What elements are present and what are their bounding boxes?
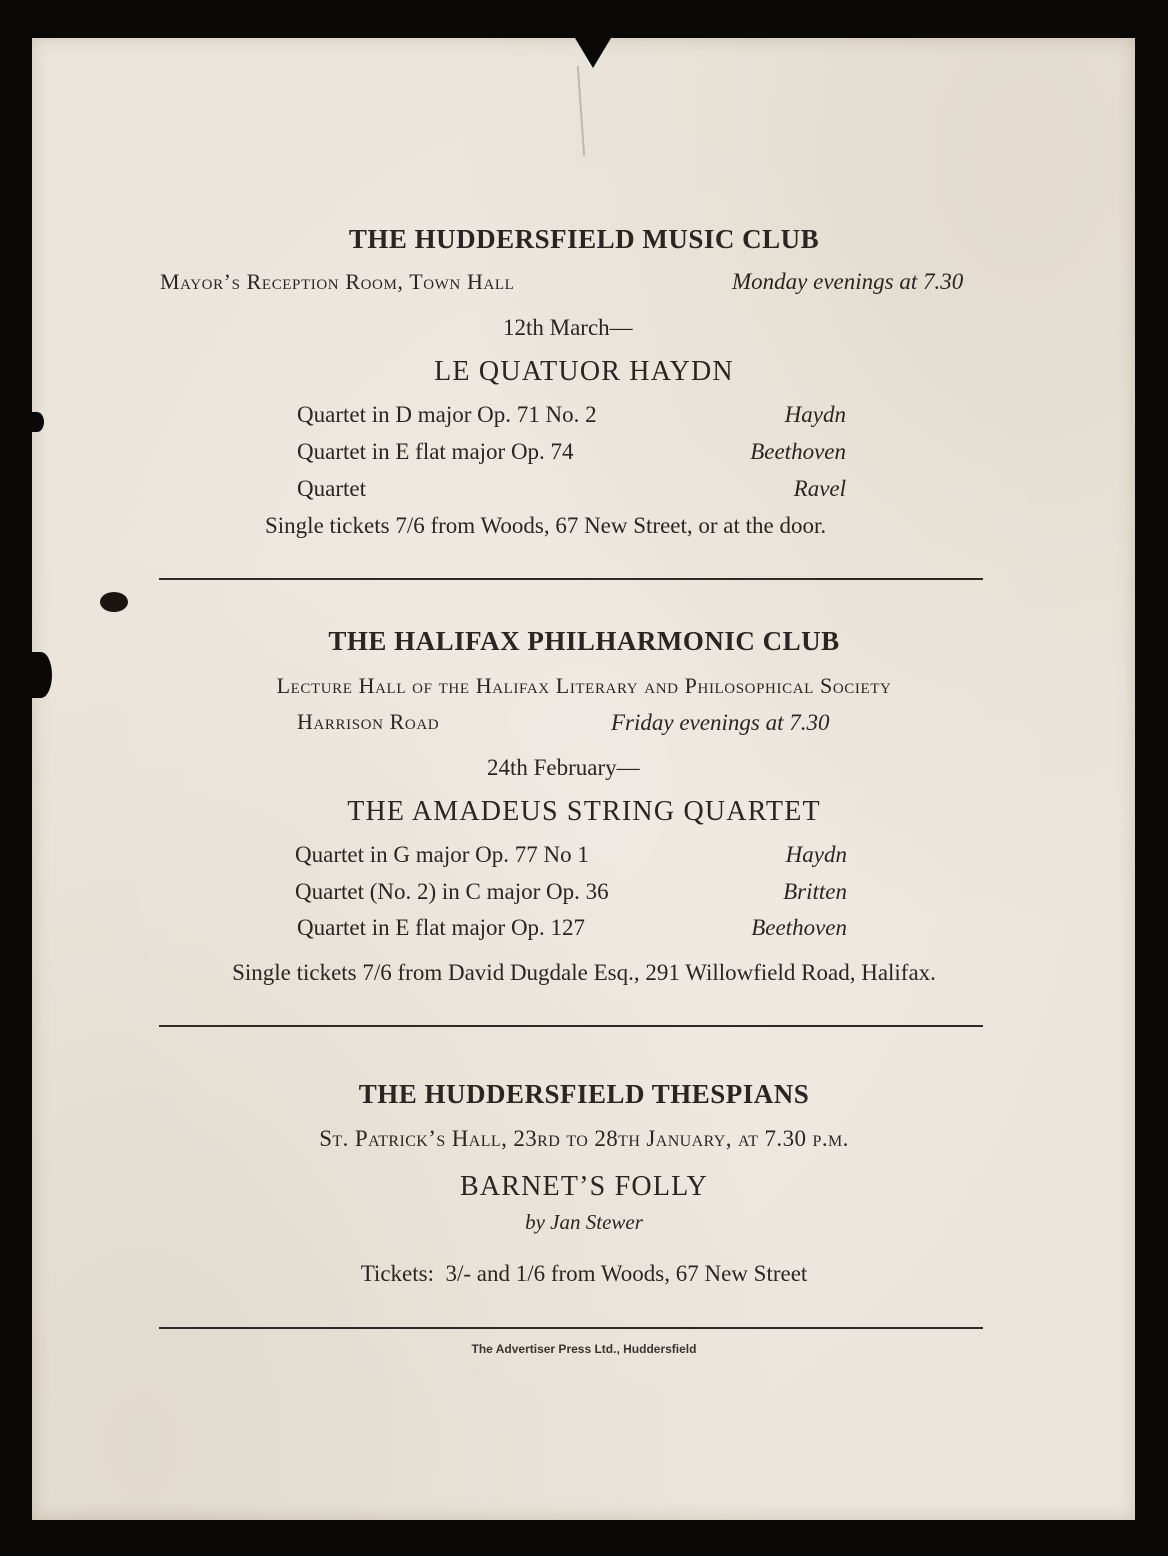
program-composer: Haydn [785, 842, 847, 867]
music-club-tickets: Single tickets 7/6 from Woods, 67 New Street, or at the door. [265, 513, 827, 538]
section-divider [159, 1327, 983, 1329]
program-work: Quartet in E flat major Op. 74 [297, 439, 574, 464]
thespians-title: THE HUDDERSFIELD THESPIANS [358, 1079, 810, 1109]
ink-blot [100, 592, 128, 612]
music-club-date: 12th March— [503, 315, 633, 340]
program-composer: Ravel [793, 476, 846, 501]
program-work: Quartet in D major Op. 71 No. 2 [297, 402, 597, 427]
thespians-play: BARNET’S FOLLY [459, 1171, 709, 1202]
program-work: Quartet in G major Op. 77 No 1 [295, 842, 589, 867]
program-work: Quartet [297, 476, 366, 501]
program-composer: Haydn [784, 402, 846, 427]
program-composer: Britten [783, 879, 847, 904]
music-club-performer: LE QUATUOR HAYDN [434, 356, 734, 387]
philharmonic-tickets: Single tickets 7/6 from David Dugdale Esq., 291 Willowfield Road, Halifax. [232, 960, 936, 985]
section-divider [159, 1025, 983, 1027]
philharmonic-performer: THE AMADEUS STRING QUARTET [347, 796, 821, 827]
printer-imprint: The Advertiser Press Ltd., Huddersfield [471, 1342, 697, 1356]
philharmonic-title: THE HALIFAX PHILHARMONIC CLUB [328, 626, 840, 656]
thespians-venue-date: St. Patrick’s Hall, 23rd to 28th January, at 7.30 p.m. [319, 1126, 849, 1151]
program-composer: Beethoven [751, 915, 847, 940]
philharmonic-street: Harrison Road [297, 709, 440, 734]
philharmonic-schedule: Friday evenings at 7.30 [611, 710, 830, 735]
program-work: Quartet (No. 2) in C major Op. 36 [295, 879, 609, 904]
philharmonic-date: 24th February— [487, 755, 640, 780]
music-club-title: THE HUDDERSFIELD MUSIC CLUB [348, 224, 820, 254]
music-club-schedule: Monday evenings at 7.30 [732, 269, 964, 294]
program-composer: Beethoven [750, 439, 846, 464]
thespians-author: by Jan Stewer [525, 1210, 643, 1234]
edge-damage [30, 412, 44, 432]
section-divider [159, 578, 983, 580]
thespians-tickets: Tickets: 3/- and 1/6 from Woods, 67 New Street [360, 1261, 808, 1286]
philharmonic-venue: Lecture Hall of the Halifax Literary and Philosophical Society [276, 673, 892, 698]
paper-tear [575, 38, 611, 68]
program-work: Quartet in E flat major Op. 127 [297, 915, 586, 940]
music-club-venue: Mayor’s Reception Room, Town Hall [160, 269, 515, 294]
